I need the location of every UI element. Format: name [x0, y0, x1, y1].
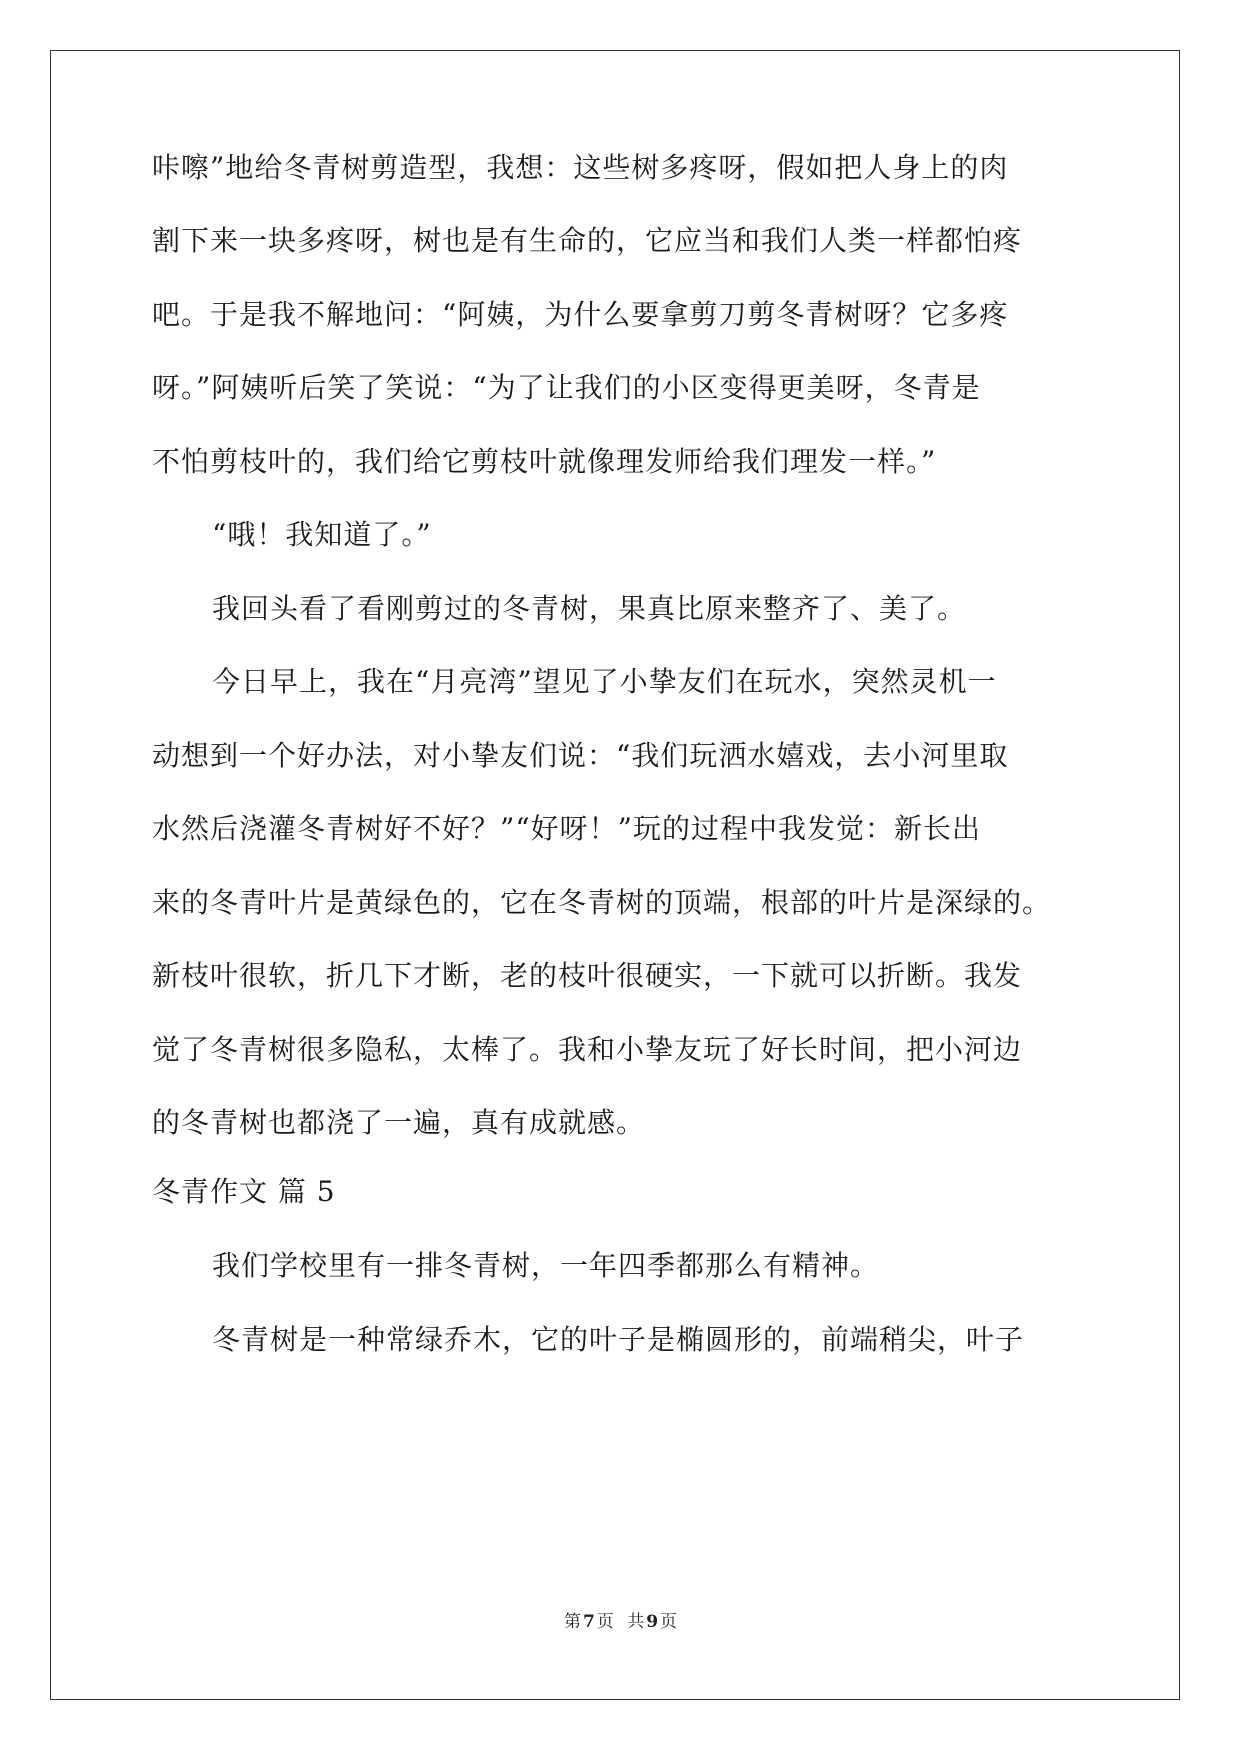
text-line: 不怕剪枝叶的，我们给它剪枝叶就像理发师给我们理发一样。” — [152, 445, 937, 478]
text-line: 来的冬青叶片是黄绿色的，它在冬青树的顶端，根部的叶片是深绿的。 — [152, 886, 1052, 919]
text-line: 水然后浇灌冬青树好不好？”“好呀！”玩的过程中我发觉：新长出 — [152, 812, 981, 845]
total-suffix: 页 — [660, 1612, 678, 1632]
text-line: 觉了冬青树很多隐私，太棒了。我和小挚友玩了好长时间，把小河边 — [152, 1033, 1023, 1066]
page-footer — [0, 1610, 1241, 1634]
total-prefix: 共 — [627, 1612, 645, 1632]
page-suffix: 页 — [596, 1612, 614, 1632]
page-current: 7 — [582, 1612, 595, 1632]
text-line: 今日早上，我在“月亮湾”望见了小挚友们在玩水，突然灵机一 — [212, 665, 997, 698]
text-line: 割下来一块多疼呀，树也是有生命的，它应当和我们人类一样都怕疼 — [152, 224, 1023, 257]
text-line: 冬青树是一种常绿乔木，它的叶子是椭圆形的，前端稍尖，叶子 — [212, 1323, 1025, 1356]
page-indicator — [564, 1612, 614, 1632]
text-line: 我回头看了看刚剪过的冬青树，果真比原来整齐了、美了。 — [212, 592, 967, 625]
text-line: 吧。于是我不解地问：“阿姨，为什么要拿剪刀剪冬青树呀？它多疼 — [152, 298, 1009, 331]
text-line: 咔嚓”地给冬青树剪造型，我想：这些树多疼呀，假如把人身上的肉 — [152, 151, 1009, 184]
section-heading: 冬青作文 篇 5 — [152, 1175, 336, 1208]
text-line: 的冬青树也都浇了一遍，真有成就感。 — [152, 1106, 646, 1139]
text-line: 我们学校里有一排冬青树，一年四季都那么有精神。 — [212, 1249, 880, 1282]
text-line: 动想到一个好办法，对小挚友们说：“我们玩洒水嬉戏，去小河里取 — [152, 739, 1009, 772]
text-line: 新枝叶很软，折几下才断，老的枝叶很硬实，一下就可以折断。我发 — [152, 959, 1023, 992]
text-line: 呀。”阿姨听后笑了笑说：“为了让我们的小区变得更美呀，冬青是 — [152, 371, 981, 404]
total-indicator — [627, 1612, 677, 1632]
page-prefix: 第 — [563, 1612, 581, 1632]
page-total: 9 — [646, 1612, 659, 1632]
text-line: “哦！我知道了。” — [212, 518, 432, 551]
